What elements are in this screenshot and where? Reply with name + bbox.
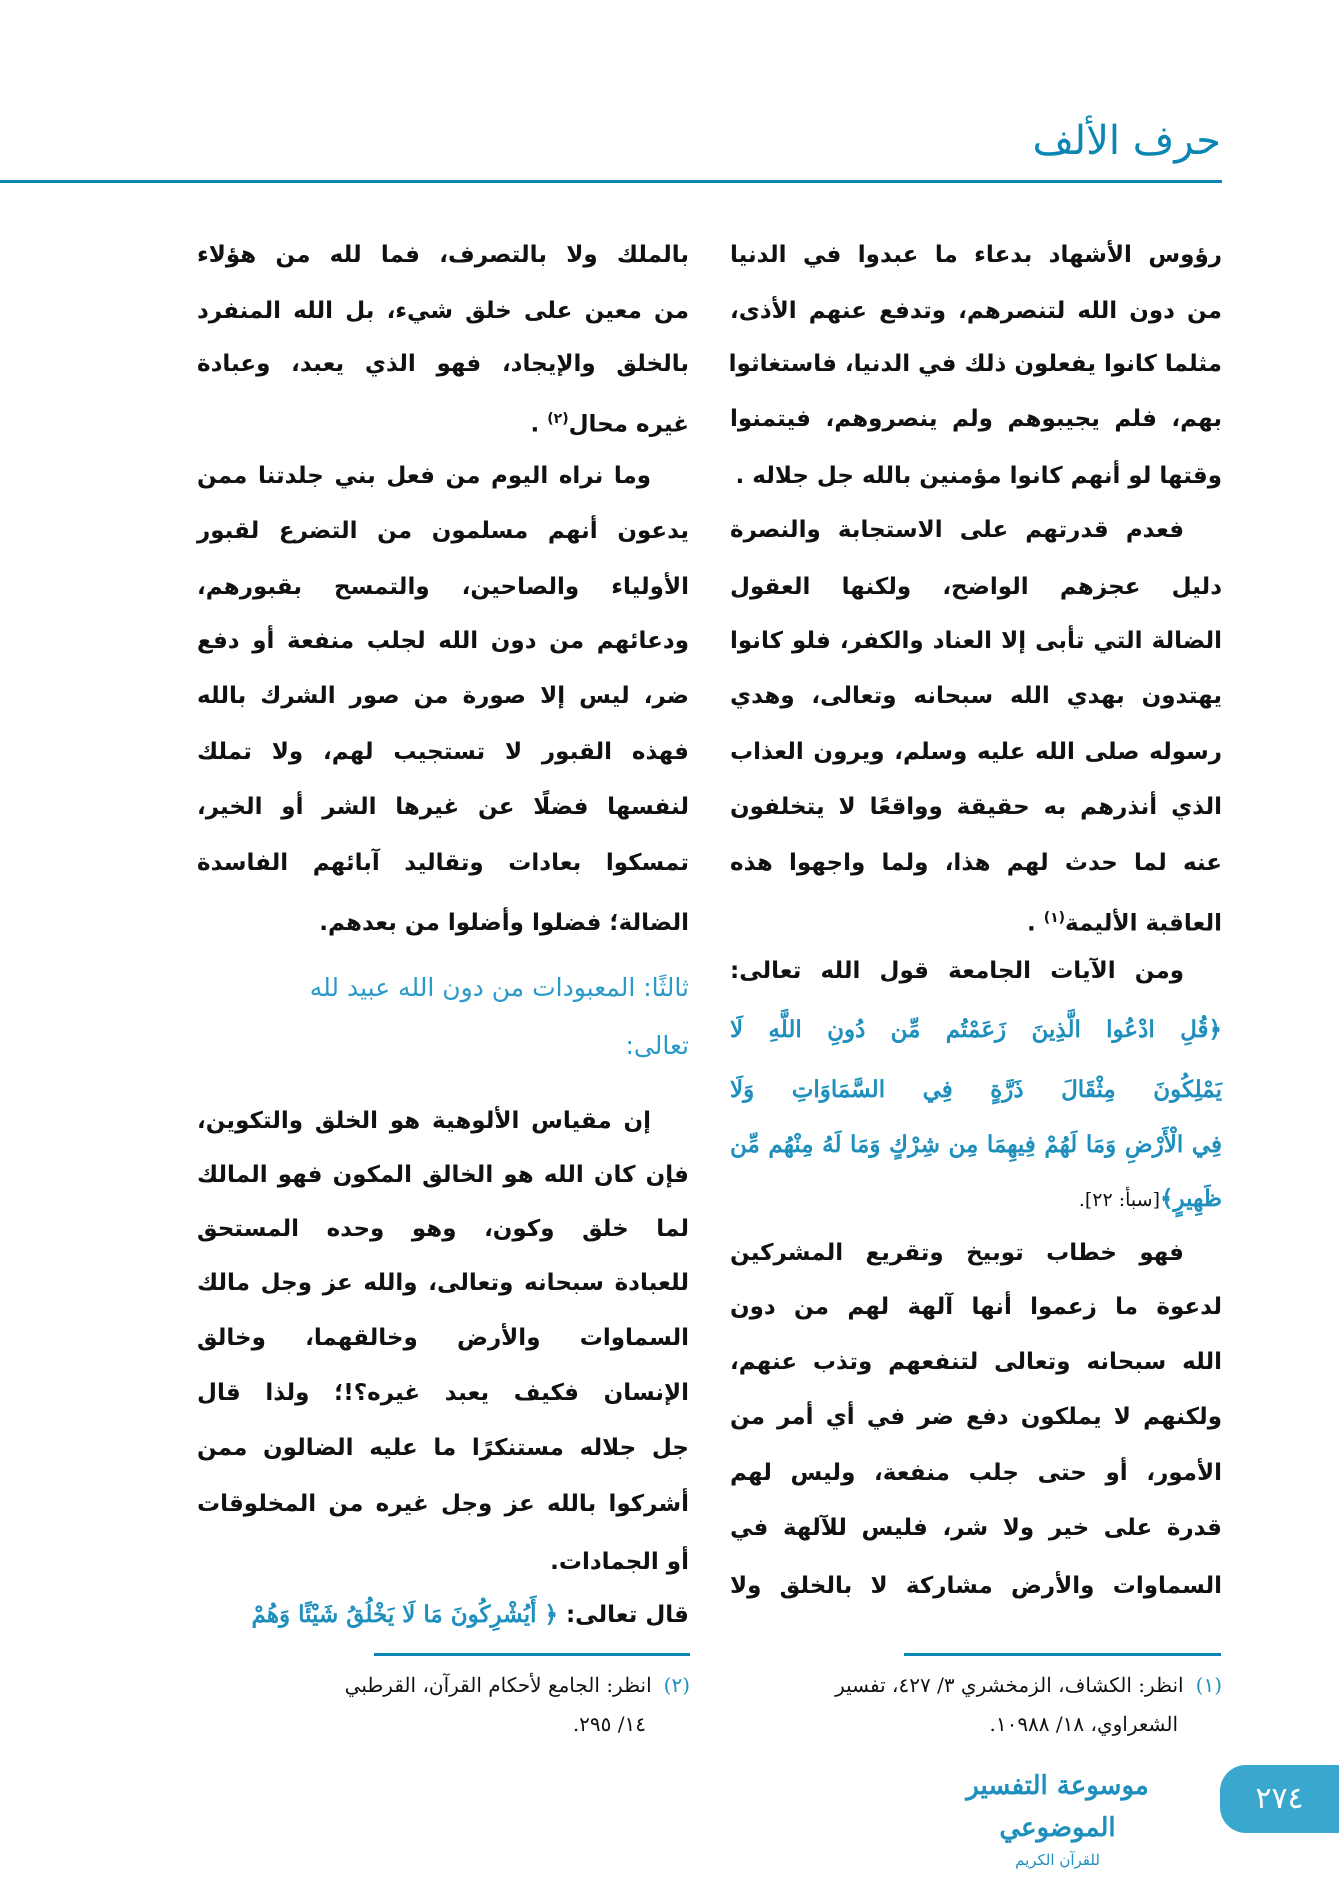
footnote-number: (٢): [663, 1673, 690, 1697]
line-text: السماوات والأرض مشاركة لا بالخلق ولا: [730, 1573, 1222, 1599]
punctuation: .: [530, 411, 548, 438]
text-line: [730, 286, 1222, 336]
text-line: [730, 1228, 1222, 1278]
line-text: الضالة التي تأبى إلا العناد والكفر، فلو كانوا: [730, 628, 1222, 654]
text-line: [197, 898, 689, 948]
text-line: [197, 838, 689, 888]
logo-title: موسوعة التفسير الموضوعي: [966, 1771, 1149, 1843]
line-text: يهتدون بهدي الله سبحانه وتعالى، وهدي: [730, 683, 1222, 709]
line-text: أشركوا بالله عز وجل غيره من المخلوقات: [197, 1491, 689, 1517]
line-text: للعبادة سبحانه وتعالى، والله عز وجل مالك: [197, 1270, 689, 1296]
text-line: [730, 562, 1222, 612]
line-text: تعالى:: [625, 1031, 689, 1060]
text-line: [197, 1313, 689, 1363]
line-text: جل جلاله مستنكرًا ما عليه الضالون ممن: [197, 1435, 689, 1461]
text-line: [197, 671, 689, 721]
page-number: ٢٧٤: [1220, 1765, 1339, 1833]
line-text: من معين على خلق شيء، بل الله المنفرد: [197, 298, 689, 324]
line-text: رسوله صلى الله عليه وسلم، ويرون العذاب: [730, 739, 1222, 765]
section-heading: [197, 1021, 689, 1071]
line-text: قدرة على خير ولا شر، فليس للآلهة في: [730, 1515, 1222, 1541]
line-text: إن مقياس الألوهية هو الخلق والتكوين،: [197, 1108, 651, 1134]
line-text: ثالثًا: المعبودات من دون الله عبيد لله: [309, 973, 689, 1002]
text-line: [730, 339, 1222, 389]
line-text: ودعائهم من دون الله لجلب منفعة أو دفع: [197, 628, 689, 654]
footnote-2: [195, 1666, 690, 1744]
text-line: [197, 339, 689, 389]
text-line: [730, 230, 1222, 280]
footnote-text: انظر: الجامع لأحكام القرآن، القرطبي: [344, 1673, 652, 1697]
text-line: [197, 506, 689, 556]
line-text: الأمور، أو حتى جلب منفعة، وليس لهم: [730, 1460, 1222, 1486]
footnote-divider-right: [904, 1653, 1221, 1656]
line-text: السماوات والأرض وخالقهما، وخالق: [197, 1325, 689, 1351]
text-line: [197, 727, 689, 777]
text-line: [197, 394, 689, 444]
text-line: [197, 1096, 689, 1146]
text-line: [197, 1258, 689, 1308]
line-text: يَمْلِكُونَ مِثْقَالَ ذَرَّةٍ فِي السَّمَاوَاتِ وَلَا: [730, 1076, 1222, 1103]
text-line: [197, 230, 689, 280]
line-text: ضر، ليس إلا صورة من صور الشرك بالله: [197, 683, 689, 709]
line-text: غيره محال: [568, 411, 689, 438]
text-line: [197, 616, 689, 666]
line-text: أو الجمادات.: [550, 1549, 689, 1575]
text-line: [730, 1392, 1222, 1442]
line-text: عنه لما حدث لهم هذا، ولما واجهوا هذه: [730, 850, 1222, 876]
text-line: [730, 1561, 1222, 1611]
text-line: [730, 1337, 1222, 1387]
line-text: فإن كان الله هو الخالق المكون فهو المالك: [197, 1162, 689, 1188]
header-divider: [0, 180, 1222, 183]
encyclopedia-logo: [934, 1765, 1181, 1869]
footnote-reference[interactable]: (١): [1043, 910, 1066, 926]
line-text: فعدم قدرتهم على الاستجابة والنصرة: [730, 517, 1184, 543]
line-text: وقتها لو أنهم كانوا مؤمنين بالله جل جلاله .: [735, 463, 1222, 489]
punctuation: .: [1026, 910, 1044, 937]
line-text: قال تعالى:: [557, 1602, 689, 1628]
line-text: لما خلق وكون، وهو وحده المستحق: [197, 1216, 689, 1242]
line-text: تمسكوا بعادات وتقاليد آبائهم الفاسدة: [197, 850, 689, 876]
footnote-reference[interactable]: (٢): [547, 411, 569, 427]
text-line: [730, 1448, 1222, 1498]
line-text: لنفسها فضلًا عن غيرها الشر أو الخير،: [197, 794, 689, 820]
line-text: وما نراه اليوم من فعل بني جلدتنا ممن: [197, 463, 651, 489]
text-line: [197, 1590, 689, 1640]
line-text: بالملك ولا بالتصرف، فما لله من هؤلاء: [197, 242, 689, 268]
text-line: [730, 893, 1222, 943]
footnote-text: انظر: الكشاف، الزمخشري ٣/ ٤٢٧، تفسير: [835, 1673, 1184, 1697]
quran-verse: ﴿ أَيُشْرِكُونَ مَا لَا يَخْلُقُ شَيْئًا وَهُمْ: [251, 1601, 558, 1628]
line-text: ظَهِيرٍ﴾: [1159, 1185, 1222, 1212]
quran-verse-line: [730, 1120, 1222, 1170]
line-text: بالخلق والإيجاد، فهو الذي يعبد، وعبادة: [197, 351, 689, 377]
line-text: فِي الْأَرْضِ وَمَا لَهُمْ فِيهِمَا مِن شِرْكٍ وَمَا لَهُ مِنْهُم مِّن: [730, 1131, 1222, 1158]
text-line: [197, 562, 689, 612]
text-line: [730, 451, 1222, 501]
text-line: [197, 1204, 689, 1254]
text-line: [197, 1150, 689, 1200]
line-text: بهم، فلم يجيبوهم ولم ينصروهم، فيتمنوا: [730, 406, 1222, 432]
footnote-number: (١): [1195, 1673, 1222, 1697]
text-line: [197, 286, 689, 336]
verse-reference: [سبأ: ٢٢].: [1078, 1189, 1160, 1211]
text-line: [730, 505, 1222, 555]
text-line: [730, 727, 1222, 777]
line-text: ولكنهم لا يملكون دفع ضر في أي أمر من: [730, 1404, 1222, 1430]
text-line: [197, 1423, 689, 1473]
text-line: [197, 1479, 689, 1529]
text-line: [730, 1282, 1222, 1332]
line-text: رؤوس الأشهاد بدعاء ما عبدوا في الدنيا: [730, 242, 1222, 268]
text-line: [730, 946, 1222, 996]
text-line: [730, 616, 1222, 666]
text-line: [197, 451, 689, 501]
line-text: فهو خطاب توبيخ وتقريع المشركين: [730, 1240, 1184, 1266]
footnote-1: [727, 1666, 1222, 1744]
section-heading: [197, 963, 689, 1013]
text-line: [730, 838, 1222, 888]
line-text: مثلما كانوا يفعلون ذلك في الدنيا، فاستغاثوا: [728, 351, 1222, 377]
text-line: [730, 671, 1222, 721]
line-text: فهذه القبور لا تستجيب لهم، ولا تملك: [197, 739, 689, 765]
text-line: [197, 782, 689, 832]
footnote-text: الشعراوي، ١٨/ ١٠٩٨٨.: [989, 1712, 1178, 1736]
logo-subtitle: للقرآن الكريم: [1015, 1851, 1100, 1869]
quran-verse-line: [730, 1174, 1222, 1224]
text-line: [197, 1537, 689, 1587]
chapter-title: حرف الألف: [1032, 118, 1221, 164]
line-text: العاقبة الأليمة: [1065, 910, 1222, 937]
line-text: دليل عجزهم الواضح، ولكنها العقول: [730, 574, 1222, 600]
text-line: [730, 1503, 1222, 1553]
line-text: الضالة؛ فضلوا وأضلوا من بعدهم.: [319, 910, 689, 936]
footnote-divider-left: [374, 1653, 690, 1656]
footnote-text: ١٤/ ٢٩٥.: [572, 1712, 646, 1736]
quran-verse-line: [730, 1065, 1222, 1115]
line-text: الله سبحانه وتعالى لتنفعهم وتذب عنهم،: [730, 1349, 1222, 1375]
line-text: لدعوة ما زعموا أنها آلهة لهم من دون: [730, 1294, 1222, 1320]
text-line: [730, 782, 1222, 832]
line-text: الإنسان فكيف يعبد غيره؟!؛ ولذا قال: [197, 1380, 689, 1406]
line-text: الأولياء والصاحين، والتمسح بقبورهم،: [197, 574, 689, 600]
line-text: من دون الله لتنصرهم، وتدفع عنهم الأذى،: [730, 298, 1222, 324]
line-text: ومن الآيات الجامعة قول الله تعالى:: [730, 958, 1184, 984]
text-line: [730, 394, 1222, 444]
line-text: ﴿قُلِ ادْعُوا الَّذِينَ زَعَمْتُم مِّن دُونِ اللَّهِ لَا: [730, 1016, 1222, 1043]
text-line: [197, 1368, 689, 1418]
quran-verse-line: [730, 1005, 1222, 1055]
line-text: الذي أنذرهم به حقيقة وواقعًا لا يتخلفون: [730, 794, 1222, 820]
line-text: يدعون أنهم مسلمون من التضرع لقبور: [197, 518, 689, 544]
